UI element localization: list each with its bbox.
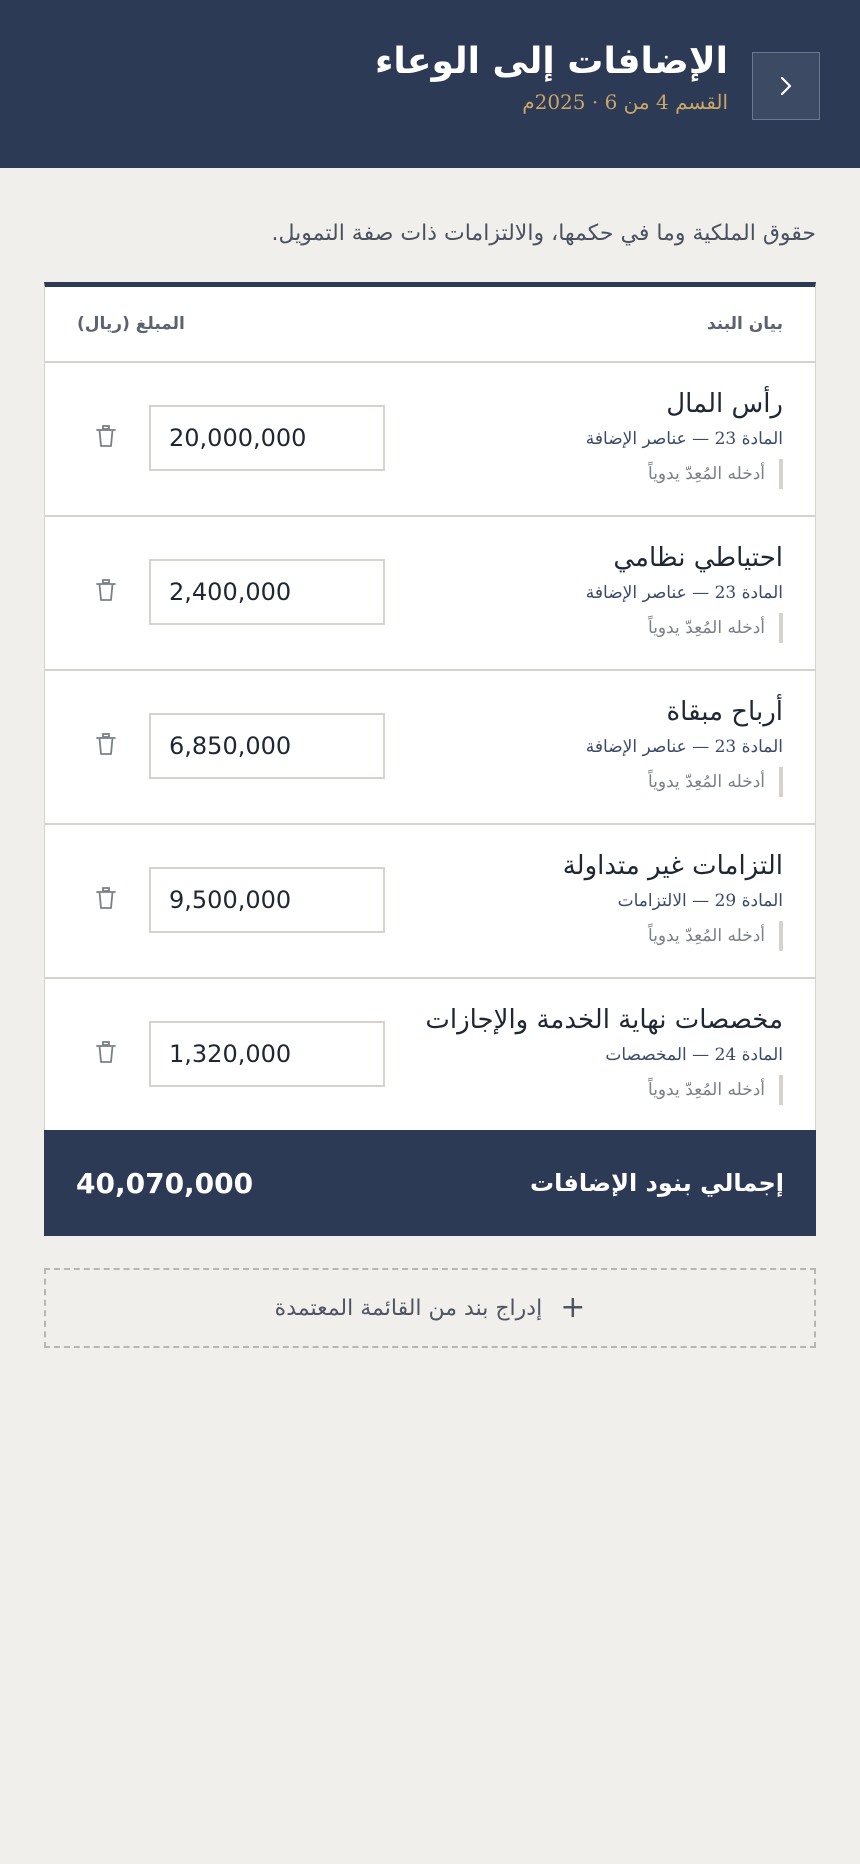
row-info: [563, 847, 783, 951]
trash-icon: [95, 886, 117, 914]
total-bar: [44, 1130, 816, 1236]
row-note: أدخله المُعِدّ يدوياً: [648, 767, 783, 797]
total-value: 40,070,000: [76, 1166, 254, 1200]
row-info: [425, 1001, 783, 1105]
row-name: أرباح مبقاة: [666, 697, 783, 727]
table-body: [45, 363, 815, 1133]
row-note: أدخله المُعِدّ يدوياً: [648, 459, 783, 489]
trash-icon: [95, 1040, 117, 1068]
add-item-button[interactable]: [44, 1268, 816, 1348]
total-label: إجمالي بنود الإضافات: [530, 1169, 784, 1197]
section-description: حقوق الملكية وما في حكمها، والالتزامات ذات صفة التمويل.: [271, 221, 816, 246]
amount-input[interactable]: [149, 867, 385, 933]
column-header-item: بيان البند: [706, 314, 783, 334]
plus-icon: +: [560, 1290, 586, 1325]
row-name: احتياطي نظامي: [613, 543, 783, 573]
table-row: [45, 363, 815, 517]
row-article: المادة 23 — عناصر الإضافة: [585, 583, 783, 603]
delete-row-button[interactable]: [91, 423, 121, 453]
delete-row-button[interactable]: [91, 1039, 121, 1069]
page-subtitle: القسم 4 من 6 · 2025م: [522, 90, 728, 114]
row-info: [586, 385, 783, 489]
row-info: [586, 693, 783, 797]
row-name: رأس المال: [666, 389, 783, 419]
trash-icon: [95, 578, 117, 606]
delete-row-button[interactable]: [91, 885, 121, 915]
table-row: [45, 517, 815, 671]
table-row: [45, 825, 815, 979]
row-note: أدخله المُعِدّ يدوياً: [648, 921, 783, 951]
page-header: [0, 0, 860, 168]
row-article: المادة 23 — عناصر الإضافة: [585, 429, 783, 449]
amount-input[interactable]: [149, 405, 385, 471]
column-header-amount: المبلغ (ريال): [77, 314, 185, 334]
row-note: أدخله المُعِدّ يدوياً: [648, 613, 783, 643]
row-article: المادة 29 — الالتزامات: [617, 891, 783, 911]
additions-table: [44, 282, 816, 1133]
trash-icon: [95, 732, 117, 760]
table-row: [45, 979, 815, 1133]
chevron-right-icon: [777, 75, 795, 97]
row-name: التزامات غير متداولة: [562, 851, 783, 881]
delete-row-button[interactable]: [91, 577, 121, 607]
add-item-label: إدراج بند من القائمة المعتمدة: [274, 1295, 543, 1321]
trash-icon: [95, 424, 117, 452]
row-info: [586, 539, 783, 643]
header-text: [375, 38, 728, 114]
row-name: مخصصات نهاية الخدمة والإجازات: [425, 1005, 783, 1035]
amount-input[interactable]: [149, 559, 385, 625]
row-note: أدخله المُعِدّ يدوياً: [648, 1075, 783, 1105]
amount-input[interactable]: [149, 713, 385, 779]
table-row: [45, 671, 815, 825]
back-button[interactable]: [752, 52, 820, 120]
table-header: [45, 287, 815, 363]
delete-row-button[interactable]: [91, 731, 121, 761]
row-article: المادة 23 — عناصر الإضافة: [585, 737, 783, 757]
row-article: المادة 24 — المخصصات: [605, 1045, 783, 1065]
page-title: الإضافات إلى الوعاء: [374, 41, 728, 82]
amount-input[interactable]: [149, 1021, 385, 1087]
